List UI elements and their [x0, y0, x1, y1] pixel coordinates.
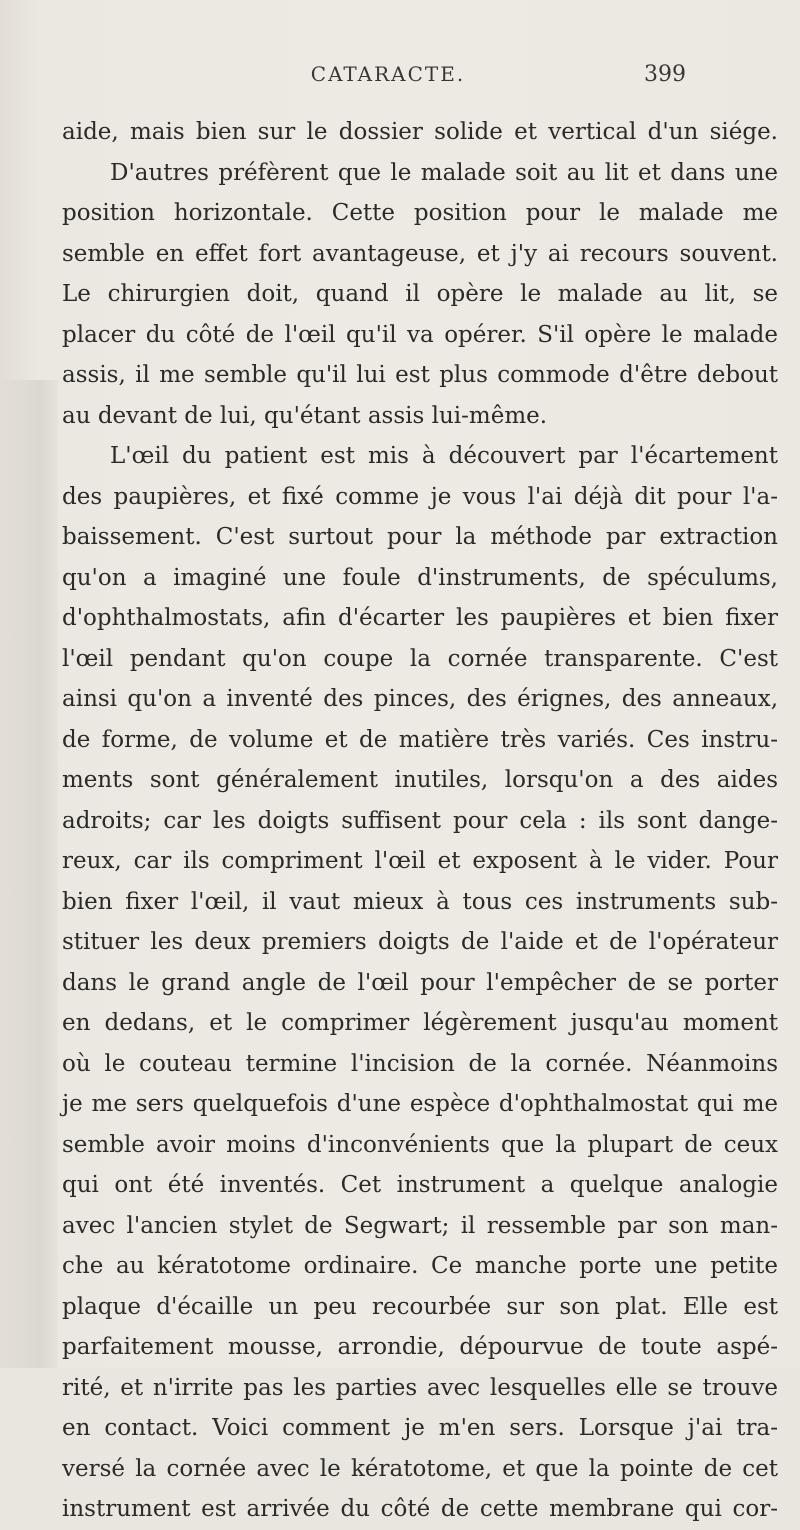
text-line: Le chirurgien doit, quand il opère le malade au lit, se: [62, 281, 778, 307]
text-line: l'œil pendant qu'on coupe la cornée transparente. C'est: [62, 645, 778, 672]
text-line: aide, mais bien sur le dossier solide et vertical d'un siége.: [62, 119, 778, 145]
text-line: L'œil du patient est mis à découvert par l'écartement: [110, 443, 778, 469]
text-line: dans le grand angle de l'œil pour l'empêcher de se porter: [62, 969, 778, 996]
body-text: [62, 112, 778, 1530]
text-line: D'autres préfèrent que le malade soit au lit et dans une: [110, 159, 778, 186]
page-gutter-shadow: [0, 380, 58, 1368]
text-line: versé la cornée avec le kératotome, et que la pointe de cet: [62, 1455, 778, 1482]
text-line: des paupières, et fixé comme je vous l'ai déjà dit pour l'a-: [62, 483, 778, 510]
text-line: au devant de lui, qu'étant assis lui-même.: [62, 402, 548, 429]
text-line: où le couteau termine l'incision de la cornée. Néanmoins: [62, 1050, 778, 1077]
text-line: je me sers quelquefois d'une espèce d'ophthalmostat qui me: [62, 1091, 778, 1117]
text-line: qui ont été inventés. Cet instrument a quelque analogie: [62, 1172, 778, 1198]
text-line: ainsi qu'on a inventé des pinces, des érignes, des anneaux,: [62, 686, 778, 712]
text-line: assis, il me semble qu'il lui est plus commode d'être debout: [62, 362, 778, 388]
page-number: 399: [644, 62, 686, 87]
text-line: d'ophthalmostats, afin d'écarter les paupières et bien fixer: [62, 605, 778, 631]
text-line: adroits; car les doigts suffisent pour cela : ils sont dange-: [62, 807, 778, 834]
text-line: baissement. C'est surtout pour la méthode par extraction: [62, 524, 778, 550]
text-line: de forme, de volume et de matière très variés. Ces instru-: [62, 726, 778, 753]
text-line: placer du côté de l'œil qu'il va opérer. S'il opère le malade: [62, 321, 778, 348]
running-title: CATARACTE.: [310, 62, 466, 86]
text-line: avec l'ancien stylet de Segwart; il ressemble par son man-: [62, 1212, 778, 1239]
page-header: [0, 62, 800, 102]
text-line: semble en effet fort avantageuse, et j'y ai recours souvent.: [62, 240, 778, 267]
text-line: instrument est arrivée du côté de cette membrane qui cor-: [62, 1496, 778, 1522]
text-line: rité, et n'irrite pas les parties avec lesquelles elle se trouve: [62, 1374, 778, 1401]
text-line: ments sont généralement inutiles, lorsqu'on a des aides: [62, 767, 778, 793]
text-line: reux, car ils compriment l'œil et exposent à le vider. Pour: [62, 848, 778, 874]
text-line: che au kératotome ordinaire. Ce manche porte une petite: [62, 1253, 778, 1279]
text-line: semble avoir moins d'inconvénients que la plupart de ceux: [62, 1131, 778, 1158]
text-line: qu'on a imaginé une foule d'instruments, de spéculums,: [62, 564, 778, 591]
text-line: plaque d'écaille un peu recourbée sur son plat. Elle est: [62, 1293, 778, 1320]
text-line: parfaitement mousse, arrondie, dépourvue de toute aspé-: [62, 1334, 778, 1360]
text-line: position horizontale. Cette position pour le malade me: [62, 200, 778, 226]
text-line: bien fixer l'œil, il vaut mieux à tous ces instruments sub-: [62, 888, 778, 915]
text-line: en contact. Voici comment je m'en sers. Lorsque j'ai tra-: [62, 1415, 778, 1441]
text-line: en dedans, et le comprimer légèrement jusqu'au moment: [62, 1010, 778, 1036]
text-line: stituer les deux premiers doigts de l'aide et de l'opérateur: [62, 929, 778, 955]
